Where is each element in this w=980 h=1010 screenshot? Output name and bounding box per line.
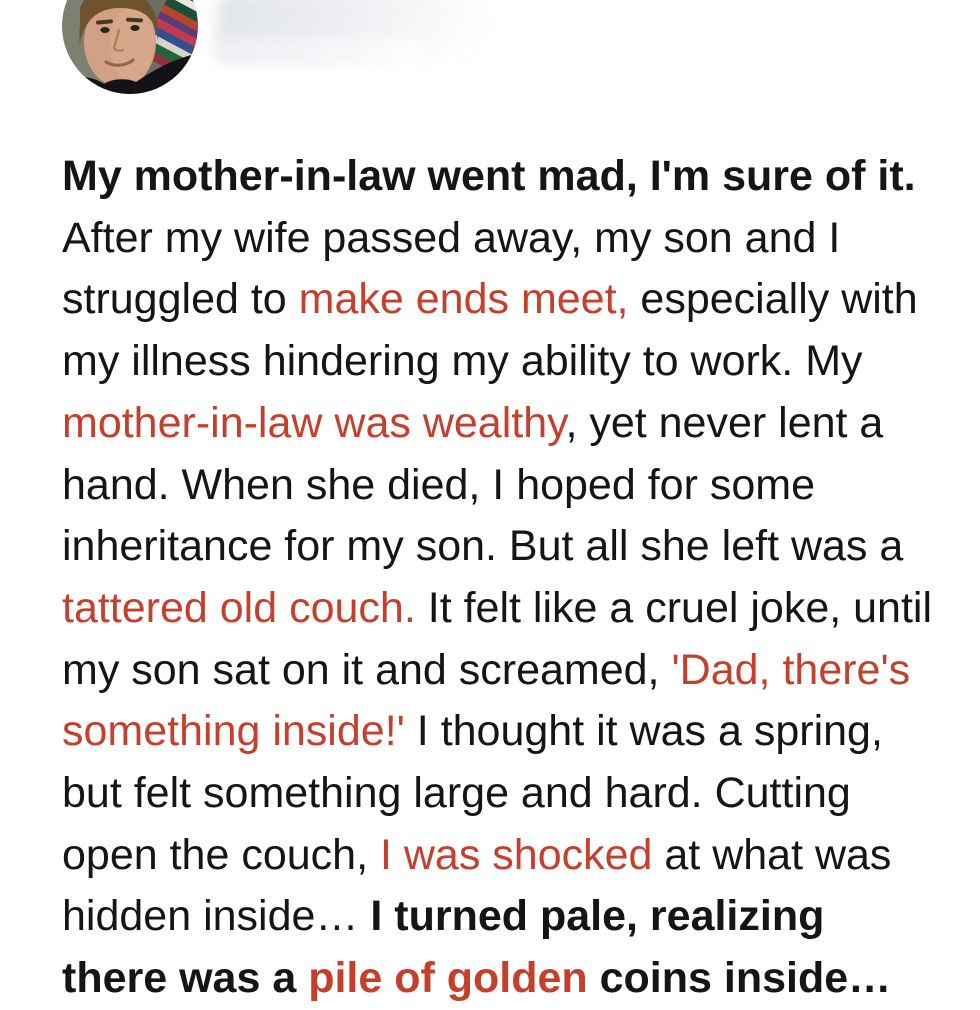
text-line	[62, 948, 962, 1010]
highlighted-text: mother-in-law was wealthy	[62, 398, 566, 447]
text-segment: , yet never lent a	[565, 398, 884, 447]
blurred-post-meta	[216, 38, 426, 64]
text-segment: there was a	[62, 954, 309, 1003]
highlighted-text: pile of golden	[308, 954, 588, 1003]
highlighted-text: something inside!'	[62, 707, 405, 756]
text-segment: hand. When she died, I hoped for some	[62, 460, 815, 509]
post-header	[0, 0, 980, 110]
text-segment: inheritance for my son. But all she left was a	[62, 522, 904, 571]
text-line	[62, 763, 962, 825]
text-segment: hidden inside…	[62, 892, 371, 941]
text-line	[62, 578, 962, 640]
text-segment: I turned pale, realizing	[370, 892, 825, 941]
text-line	[62, 393, 962, 455]
text-segment: After my wife passed away, my son and I	[62, 213, 841, 262]
text-segment: especially with	[628, 275, 918, 324]
highlighted-text: make ends meet,	[298, 275, 629, 324]
text-line	[62, 516, 962, 578]
text-segment: I thought it was a spring,	[404, 707, 883, 756]
text-segment: My mother-in-law went mad, I'm sure of it.	[62, 152, 916, 200]
text-segment: my illness hindering my ability to work. My	[62, 337, 863, 386]
text-segment: but felt something large and hard. Cutting	[62, 769, 851, 818]
highlighted-text: tattered old couch.	[62, 583, 416, 632]
text-segment: at what was	[652, 830, 892, 879]
text-line	[62, 455, 962, 517]
text-segment: It felt like a cruel joke, until	[415, 583, 933, 632]
text-segment: open the couch,	[62, 830, 380, 879]
text-line	[62, 146, 962, 208]
highlighted-text: 'Dad, there's	[671, 645, 911, 694]
man-profile-photo-icon	[62, 0, 198, 94]
text-line	[62, 331, 962, 393]
text-segment: struggled to	[62, 275, 299, 324]
text-line	[62, 640, 962, 702]
text-segment: my son sat on it and screamed,	[62, 645, 672, 694]
text-line	[62, 886, 962, 948]
highlighted-text: I was shocked	[379, 830, 653, 879]
post-text	[62, 146, 962, 1010]
avatar[interactable]	[62, 0, 198, 94]
text-line	[62, 825, 962, 887]
text-line	[62, 208, 962, 270]
text-line	[62, 701, 962, 763]
text-segment: coins inside…	[587, 954, 892, 1003]
text-line	[62, 269, 962, 331]
